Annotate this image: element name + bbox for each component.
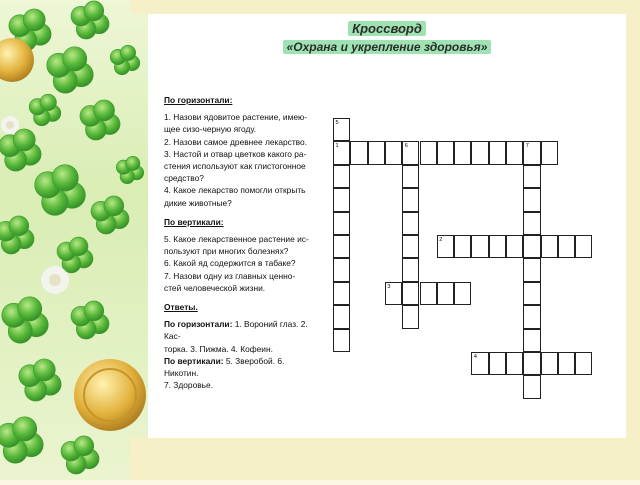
- crossword-cell: [523, 329, 540, 352]
- crossword-cell: [575, 352, 592, 375]
- down-clue-line: стей человеческой жизни.: [164, 282, 266, 293]
- crossword-cell: [523, 258, 540, 281]
- crossword-cell: [437, 282, 454, 305]
- answers-down-cont: 7. Здоровье.: [164, 380, 214, 391]
- cell-number: 1: [335, 143, 339, 150]
- across-clue-line: средство?: [164, 173, 204, 184]
- clues-column: [164, 94, 314, 391]
- crossword-cell: [437, 141, 454, 164]
- cell-number: 3: [387, 283, 391, 290]
- crossword-cell: [558, 352, 575, 375]
- answers-across-cont: торка. 3. Пижма. 4. Кофеин.: [164, 343, 273, 354]
- crossword-cell: [523, 212, 540, 235]
- crossword-cell: [523, 235, 540, 258]
- across-clue-line: стения используют как глистогонное: [164, 161, 306, 172]
- crossword-cell: [402, 165, 419, 188]
- down-clue-line: 5. Какое лекарственное растение ис-: [164, 234, 309, 245]
- answers-across: По горизонтали: 1. Вороний глаз. 2. Кас-: [164, 319, 308, 342]
- crossword-cell: [506, 352, 523, 375]
- crossword-cell: [541, 141, 558, 164]
- down-clue-line: пользуют при многих болезнях?: [164, 246, 289, 257]
- crossword-cell: [333, 118, 350, 141]
- crossword-cell: [385, 282, 402, 305]
- crossword-cell: [437, 235, 454, 258]
- across-clue-line: дикие животные?: [164, 197, 232, 208]
- down-clues: [164, 233, 314, 294]
- cell-number: 7: [525, 143, 529, 150]
- crossword-cell: [541, 352, 558, 375]
- crossword-cell: [471, 352, 488, 375]
- across-clue-line: 3. Настой и отвар цветков какого ра-: [164, 148, 307, 159]
- crossword-cell: [333, 305, 350, 328]
- crossword-cell: [575, 235, 592, 258]
- crossword-cell: [402, 188, 419, 211]
- crossword-cell: [333, 141, 350, 164]
- crossword-cell: [523, 188, 540, 211]
- document-page: [148, 14, 626, 438]
- crossword-cell: [333, 235, 350, 258]
- crossword-cell: [523, 141, 540, 164]
- answers-heading: Ответы.: [164, 302, 198, 313]
- crossword-cell: [558, 235, 575, 258]
- crossword-cell: [402, 305, 419, 328]
- crossword-cell: [471, 141, 488, 164]
- crossword-cell: [420, 141, 437, 164]
- crossword-cell: [385, 141, 402, 164]
- down-clue-line: 7. Назови одну из главных ценно-: [164, 270, 296, 281]
- crossword-cell: [333, 258, 350, 281]
- down-clue-line: 6. Какой яд содержится в табаке?: [164, 258, 296, 269]
- crossword-cell: [489, 141, 506, 164]
- white-flower-icon: [41, 266, 69, 294]
- crossword-cell: [368, 141, 385, 164]
- across-clue-line: щее сизо-черную ягоду.: [164, 124, 257, 135]
- crossword-cell: [402, 212, 419, 235]
- crossword-cell: [333, 282, 350, 305]
- crossword-cell: [523, 375, 540, 398]
- crossword-cell: [333, 165, 350, 188]
- cell-number: 6: [404, 143, 408, 150]
- across-clue-line: 1. Назови ядовитое растение, имею-: [164, 112, 308, 123]
- crossword-cell: [454, 141, 471, 164]
- crossword-cell: [541, 235, 558, 258]
- page-subtitle: «Охрана и укрепление здоровья»: [283, 40, 492, 54]
- crossword-cell: [523, 282, 540, 305]
- crossword-cell: [350, 141, 367, 164]
- crossword-cell: [506, 141, 523, 164]
- crossword-cell: [402, 235, 419, 258]
- across-heading: По горизонтали:: [164, 95, 233, 105]
- answers-down: По вертикали: 5. Зверобой. 6. Никотин.: [164, 355, 285, 379]
- clover-decoration: [0, 0, 150, 480]
- crossword-cell: [523, 305, 540, 328]
- crossword-cell: [489, 352, 506, 375]
- frame-right: [626, 0, 640, 480]
- frame-bottom: [130, 438, 640, 480]
- crossword-cell: [402, 282, 419, 305]
- crossword-cell: [471, 235, 488, 258]
- clover-leaves-icon: [0, 0, 150, 480]
- crossword-cell: [333, 188, 350, 211]
- page-title: Кроссворд: [348, 21, 426, 36]
- down-heading: По вертикали:: [164, 216, 224, 227]
- across-clue-line: 2. Назови самое древнее лекарство.: [164, 136, 308, 147]
- crossword-cell: [489, 235, 506, 258]
- crossword-cell: [506, 235, 523, 258]
- cell-number: 2: [439, 237, 443, 243]
- across-clue-line: 4. Какое лекарство помогли открыть: [164, 185, 306, 196]
- crossword-cell: [420, 282, 437, 305]
- white-flower-icon: [1, 116, 19, 134]
- crossword-cell: [333, 212, 350, 235]
- crossword-cell: [523, 352, 540, 375]
- crossword-cell: [454, 282, 471, 305]
- frame-top: [130, 0, 640, 14]
- crossword-cell: [454, 235, 471, 258]
- cell-number: 4: [473, 354, 477, 360]
- cell-number: 5: [335, 120, 339, 126]
- crossword-cell: [402, 141, 419, 164]
- crossword-cell: [333, 329, 350, 352]
- across-clues: [164, 111, 314, 209]
- crossword-cell: [402, 258, 419, 281]
- crossword-cell: [523, 165, 540, 188]
